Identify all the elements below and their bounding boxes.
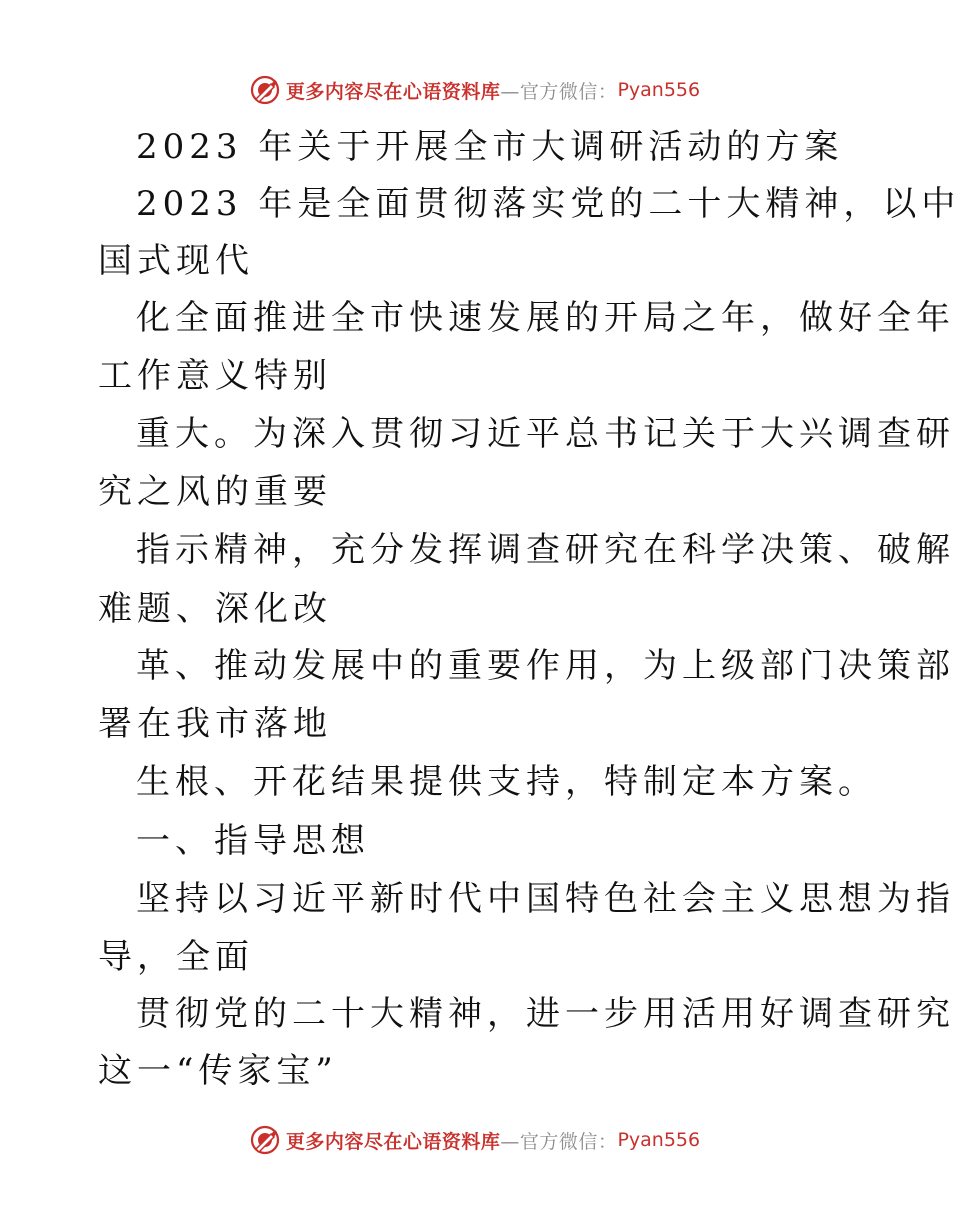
banner-library-text: 更多内容尽在心语资料库 [285,1130,501,1153]
text-line: 这一“传家宝” [98,1051,338,1091]
text-line: 工作意义特别 [98,356,332,396]
section-heading: 一、指导思想 [136,821,370,861]
pen-logo-icon [250,1125,280,1155]
text-line: 贯彻党的二十大精神，进一步用活用好调查研究 [136,994,955,1034]
text-line: 导，全面 [98,937,254,977]
text-line: 署在我市落地 [98,704,332,744]
banner-wechat-id: Pyan556 [617,1129,701,1151]
text-line: 指示精神，充分发挥调查研究在科学决策、破解 [136,530,955,570]
banner-library-text: 更多内容尽在心语资料库 [285,80,501,103]
text-line: 生根、开花结果提供支持，特制定本方案。 [136,762,877,802]
banner-wechat-label: —官方微信： [500,80,618,103]
banner-wechat-label: —官方微信： [500,1130,618,1153]
text-line: 2023 年是全面贯彻落实党的二十大精神，以中 [136,184,960,224]
banner-wechat-id: Pyan556 [617,79,701,101]
text-line: 难题、深化改 [98,589,332,629]
text-line: 重大。为深入贯彻习近平总书记关于大兴调查研 [136,414,955,454]
text-line: 坚持以习近平新时代中国特色社会主义思想为指 [136,879,955,919]
document-title: 2023 年关于开展全市大调研活动的方案 [136,127,844,167]
text-line: 革、推动发展中的重要作用，为上级部门决策部 [136,646,955,686]
text-line: 国式现代 [98,241,254,281]
text-line: 究之风的重要 [98,472,332,512]
footer-banner [0,1120,950,1160]
text-line: 化全面推进全市快速发展的开局之年，做好全年 [136,298,955,338]
